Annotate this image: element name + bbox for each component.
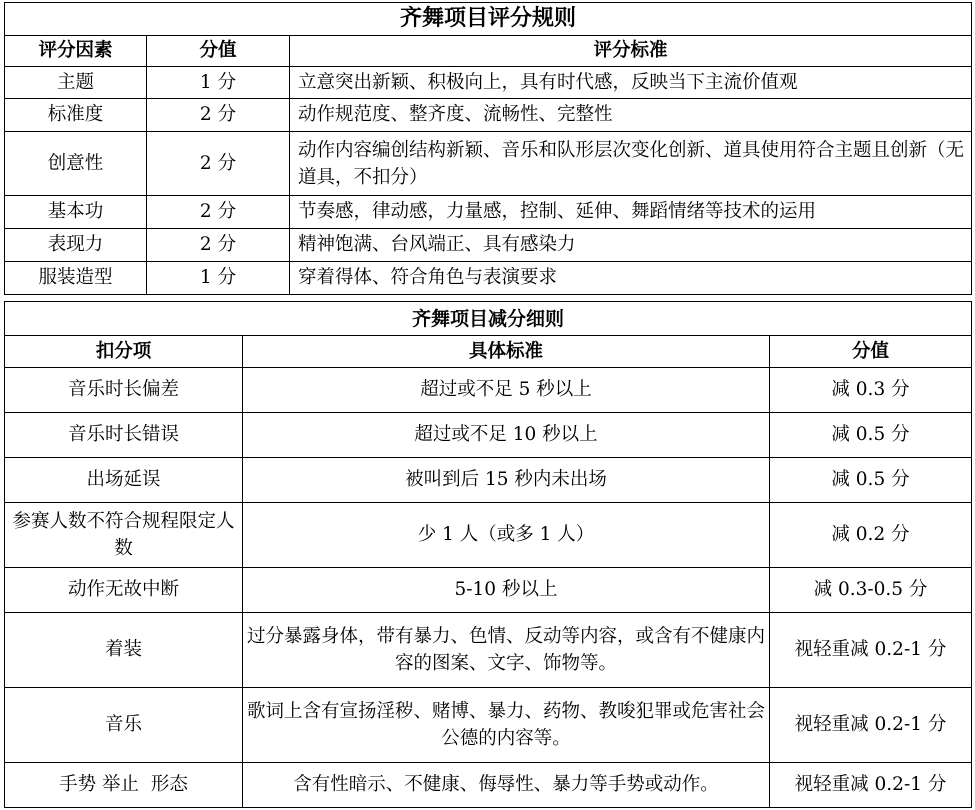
- table-row: [5, 229, 972, 262]
- score-cell: 2 分: [147, 132, 290, 196]
- standard-cell: 超过或不足 10 秒以上: [243, 413, 770, 458]
- header-criteria: 评分标准: [290, 36, 972, 67]
- table-row: [5, 763, 972, 808]
- header-factor: 评分因素: [5, 36, 147, 67]
- criteria-cell: 节奏感，律动感，力量感，控制、延伸、舞蹈情绪等技术的运用: [290, 196, 972, 229]
- standard-cell: 少 1 人（或多 1 人）: [243, 503, 770, 568]
- scoring-rules-title: 齐舞项目评分规则: [5, 3, 972, 36]
- value-cell: 视轻重减 0.2-1 分: [770, 688, 972, 763]
- value-cell: 视轻重减 0.2-1 分: [770, 763, 972, 808]
- item-cell: 出场延误: [5, 458, 243, 503]
- table-row: [5, 688, 972, 763]
- criteria-cell: 立意突出新颖、积极向上，具有时代感，反映当下主流价值观: [290, 67, 972, 99]
- table-row: [5, 368, 972, 413]
- table-row: [5, 196, 972, 229]
- criteria-cell: 动作内容编创结构新颖、音乐和队形层次变化创新、道具使用符合主题且创新（无道具，不扣分）: [290, 132, 972, 196]
- standard-cell: 超过或不足 5 秒以上: [243, 368, 770, 413]
- value-cell: 视轻重减 0.2-1 分: [770, 613, 972, 688]
- score-cell: 2 分: [147, 196, 290, 229]
- header-score: 分值: [147, 36, 290, 67]
- header-standard: 具体标准: [243, 336, 770, 368]
- item-cell: 音乐时长偏差: [5, 368, 243, 413]
- standard-cell: 被叫到后 15 秒内未出场: [243, 458, 770, 503]
- factor-cell: 标准度: [5, 99, 147, 132]
- criteria-cell: 精神饱满、台风端正、具有感染力: [290, 229, 972, 262]
- table-row: [5, 132, 972, 196]
- table-row: [5, 613, 972, 688]
- table-row: [5, 413, 972, 458]
- item-cell: 音乐时长错误: [5, 413, 243, 458]
- score-cell: 1 分: [147, 67, 290, 99]
- table-row: [5, 67, 972, 99]
- value-cell: 减 0.2 分: [770, 503, 972, 568]
- item-cell: 手势 举止 形态: [5, 763, 243, 808]
- deduction-rules-title: 齐舞项目减分细则: [5, 302, 972, 336]
- score-cell: 1 分: [147, 262, 290, 295]
- factor-cell: 服装造型: [5, 262, 147, 295]
- standard-cell: 5-10 秒以上: [243, 568, 770, 613]
- standard-cell: 歌词上含有宣扬淫秽、赌博、暴力、药物、教唆犯罪或危害社会公德的内容等。: [243, 688, 770, 763]
- value-cell: 减 0.5 分: [770, 413, 972, 458]
- item-cell: 动作无故中断: [5, 568, 243, 613]
- value-cell: 减 0.5 分: [770, 458, 972, 503]
- factor-cell: 表现力: [5, 229, 147, 262]
- factor-cell: 主题: [5, 67, 147, 99]
- criteria-cell: 动作规范度、整齐度、流畅性、完整性: [290, 99, 972, 132]
- factor-cell: 创意性: [5, 132, 147, 196]
- header-item: 扣分项: [5, 336, 243, 368]
- header-value: 分值: [770, 336, 972, 368]
- criteria-cell: 穿着得体、符合角色与表演要求: [290, 262, 972, 295]
- standard-cell: 含有性暗示、不健康、侮辱性、暴力等手势或动作。: [243, 763, 770, 808]
- value-cell: 减 0.3 分: [770, 368, 972, 413]
- table-row: [5, 568, 972, 613]
- score-cell: 2 分: [147, 99, 290, 132]
- scoring-rules-table: [4, 2, 972, 295]
- score-cell: 2 分: [147, 229, 290, 262]
- table-row: [5, 458, 972, 503]
- deduction-rules-table: [4, 301, 972, 808]
- item-cell: 参赛人数不符合规程限定人数: [5, 503, 243, 568]
- table-row: [5, 503, 972, 568]
- item-cell: 着装: [5, 613, 243, 688]
- table-row: [5, 99, 972, 132]
- standard-cell: 过分暴露身体，带有暴力、色情、反动等内容，或含有不健康内容的图案、文字、饰物等。: [243, 613, 770, 688]
- item-cell: 音乐: [5, 688, 243, 763]
- factor-cell: 基本功: [5, 196, 147, 229]
- table-row: [5, 262, 972, 295]
- value-cell: 减 0.3-0.5 分: [770, 568, 972, 613]
